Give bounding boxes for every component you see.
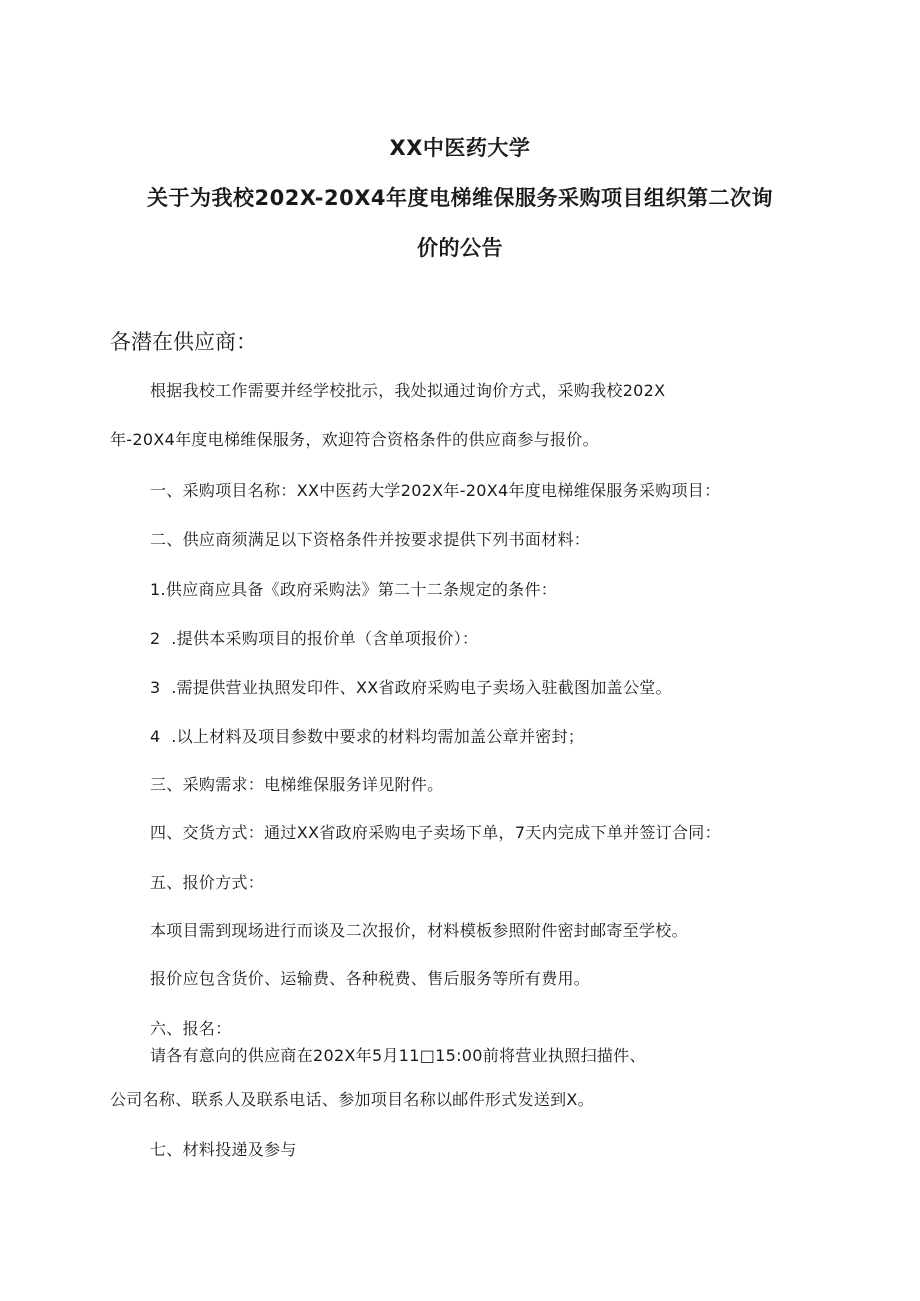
qualification-item-4: 4 .以上材料及项目参数中要求的材料均需加盖公章并密封； bbox=[150, 727, 585, 746]
intro-paragraph-line2: 年-20X4年度电梯维保服务，欢迎符合资格条件的供应商参与报价。 bbox=[110, 430, 599, 449]
section-materials-delivery: 七、材料投递及参与 bbox=[150, 1140, 297, 1159]
title-institution: XX中医药大学 bbox=[389, 136, 531, 160]
registration-text-1: 请各有意向的供应商在202X年5月11□15:00前将营业执照扫描件、 bbox=[150, 1046, 646, 1065]
qualification-item-1: 1.供应商应具备《政府采购法》第二十二条规定的条件： bbox=[150, 580, 558, 599]
section-qualifications: 二、供应商须满足以下资格条件并按要求提供下列书面材料： bbox=[150, 530, 591, 549]
section-quotation: 五、报价方式： bbox=[150, 873, 265, 892]
qualification-item-2: 2 .提供本采购项目的报价单（含单项报价）： bbox=[150, 629, 479, 648]
registration-text-2: 公司名称、联系人及联系电话、参加项目名称以邮件形式发送到X。 bbox=[110, 1090, 594, 1109]
salutation: 各潜在供应商： bbox=[110, 330, 257, 354]
section-registration: 六、报名： bbox=[150, 1019, 232, 1038]
quotation-text-2: 报价应包含货价、运输费、各种税费、售后服务等所有费用。 bbox=[150, 969, 591, 988]
title-subject: 关于为我校202X-20X4年度电梯维保服务采购项目组织第二次询 bbox=[146, 186, 774, 210]
section-requirements: 三、采购需求：电梯维保服务详见附件。 bbox=[150, 775, 444, 794]
title-subject-continued: 价的公告 bbox=[417, 236, 503, 260]
qualification-item-3: 3 .需提供营业执照发印件、XX省政府采购电子卖场入驻截图加盖公堂。 bbox=[150, 678, 672, 697]
intro-paragraph-line1: 根据我校工作需要并经学校批示，我处拟通过询价方式，采购我校202X bbox=[150, 381, 666, 400]
quotation-text-1: 本项目需到现场进行而谈及二次报价，材料模板参照附件密封邮寄至学校。 bbox=[150, 921, 688, 940]
section-delivery: 四、交货方式：通过XX省政府采购电子卖场下单，7天内完成下单并签订合同： bbox=[150, 823, 721, 842]
section-project-name: 一、采购项目名称：XX中医药大学202X年-20X4年度电梯维保服务采购项目： bbox=[150, 481, 721, 500]
